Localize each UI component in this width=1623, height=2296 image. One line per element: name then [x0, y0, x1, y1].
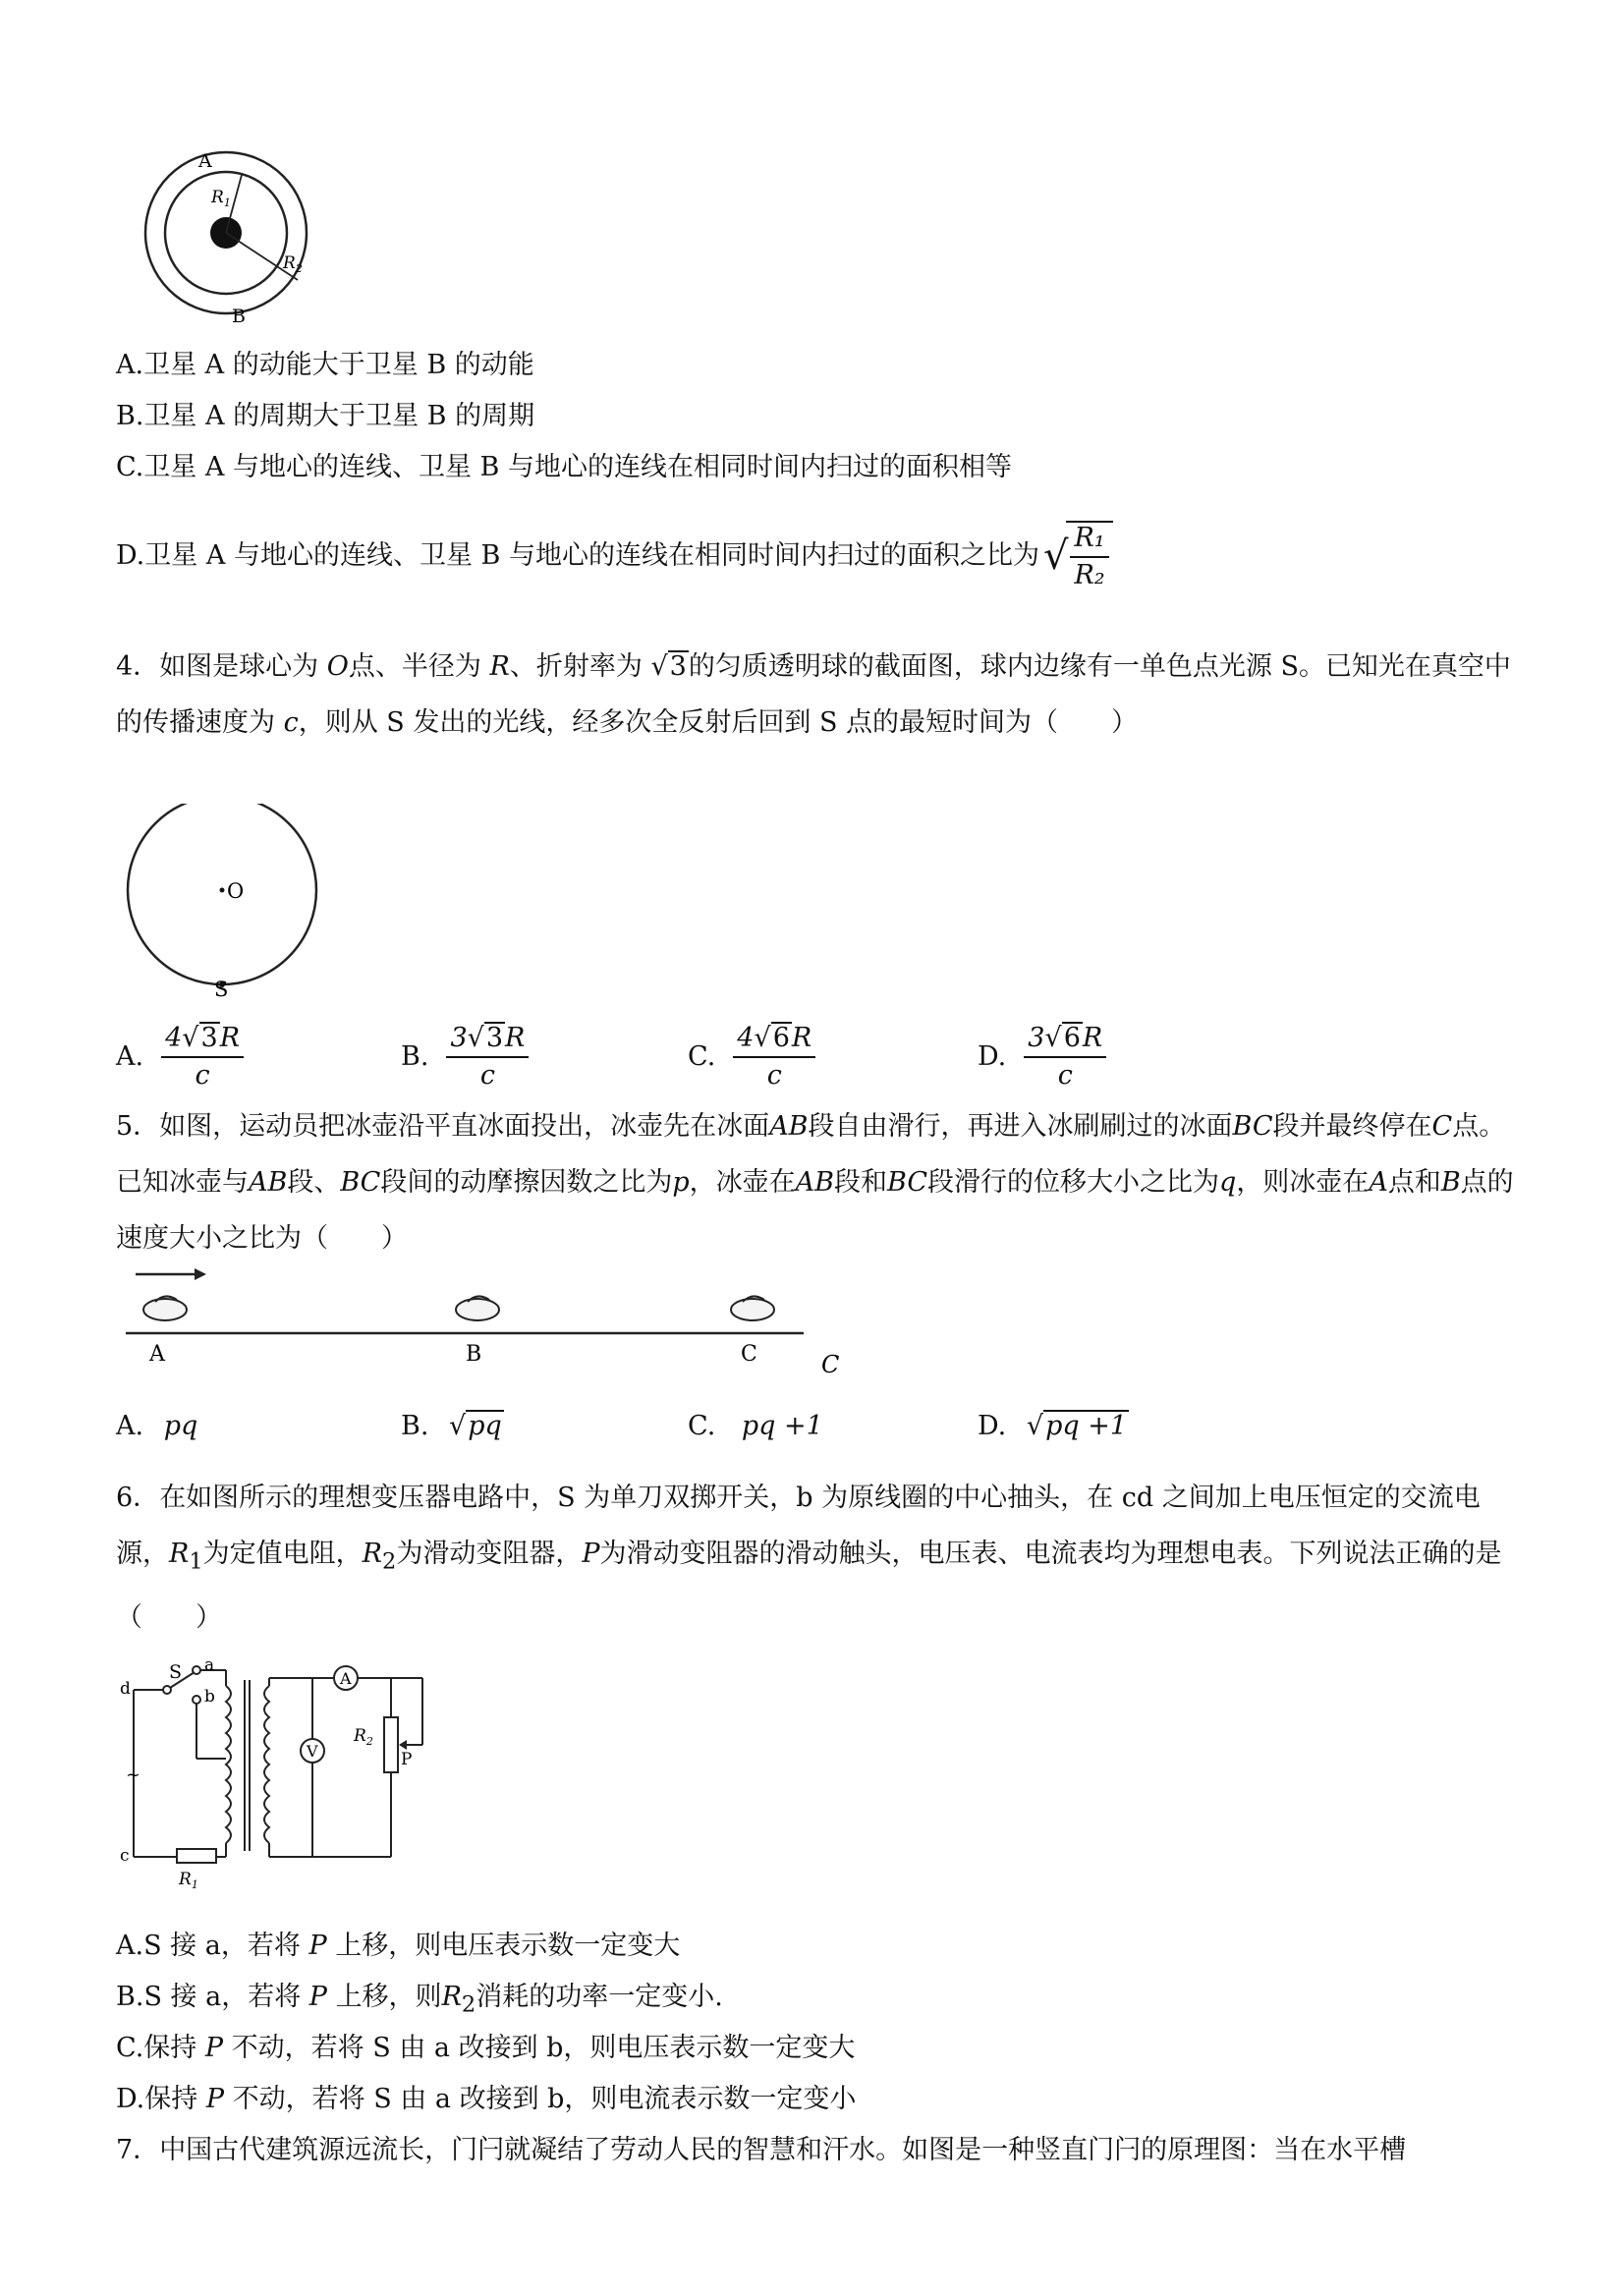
svg-text:R2: $R_2$: [354, 1726, 373, 1748]
q3-option-a[interactable]: A.卫星 A 的动能大于卫星 B 的动能: [116, 350, 534, 380]
orbit-label-a: A: [198, 150, 212, 172]
orbit-label-b: B: [232, 306, 246, 327]
q4-option-c[interactable]: C. $\frac{4√6R}{c}$: [688, 1022, 815, 1092]
q5-option-d[interactable]: D. √pq +1: [978, 1411, 1128, 1441]
curling-stone-c: [731, 1296, 774, 1320]
q6-stem: 6．在如图所示的理想变压器电路中，S 为单刀双掷开关，b 为原线圈的中心抽头，在 cd 之间加上电压恒定的交流电源，$R_1$为定值电阻，$R_2$为滑动变阻器，P为滑动变阻器的滑动触头，电压表、电流表均为理想电表。下列说法正确的是（ ）: [116, 1483, 1502, 1634]
q5-option-b[interactable]: B. √pq: [401, 1411, 502, 1441]
sphere-figure: [116, 804, 332, 1000]
orbit-label-r2: $R_2$: [283, 253, 303, 275]
q3-d-fraction: $\frac{\text{R₁}}{\text{R₂}}$: [1066, 521, 1112, 591]
center-o-label: O: [227, 879, 245, 903]
q5-option-c[interactable]: C. pq +1: [688, 1411, 823, 1441]
point-c-italic-label: C: [821, 1351, 840, 1378]
point-a-label: A: [149, 1342, 165, 1367]
q3-option-d[interactable]: D. 卫星 A 与地心的连线、卫星 B 与地心的连线在相同时间内扫过的面积之比为 √ $\frac{\text{R₁}}{\text{R₂}}$: [116, 521, 1113, 591]
point-b-label: B: [466, 1342, 482, 1367]
q7-stem: 7．中国古代建筑源远流长，门闩就凝结了劳动人民的智慧和汗水。如图是一种竖直门闩的原理图：当在水平槽: [116, 2135, 1407, 2165]
svg-text:V: V: [307, 1742, 318, 1761]
svg-text:a: a: [204, 1655, 215, 1675]
q5-option-a[interactable]: A. pq: [116, 1411, 198, 1441]
source-s-label: S: [214, 978, 229, 1000]
svg-text:R1: $R_1$: [179, 1870, 198, 1891]
q5-stem: 5．如图，运动员把冰壶沿平直冰面投出，冰壶先在冰面AB段自由滑行，再进入冰刷刷过的冰面BC段并最终停在C点。已知冰壶与AB段、BC段间的动摩擦因数之比为p，冰壶在AB段和BC段滑行的位移大小之比为q，则冰壶在A点和B点的速度大小之比为（ ）: [116, 1111, 1514, 1254]
svg-text:P: P: [401, 1750, 413, 1769]
q6-option-b[interactable]: B.S 接 a，若将 P 上移，则$R_2$消耗的功率一定变小.: [116, 1982, 723, 2018]
q4-stem: 4．如图是球心为 O点、半径为 R、折射率为 √3的匀质透明球的截面图，球内边缘有一单色点光源 S。已知光在真空中的传播速度为 c，则从 S 发出的光线，经多次全反射后回到 S 点的最短时间为（ ）: [116, 651, 1511, 738]
q4-option-d[interactable]: D. $\frac{3√6R}{c}$: [978, 1022, 1106, 1092]
q6-option-c[interactable]: C.保持 P 不动，若将 S 由 a 改接到 b，则电压表示数一定变大: [116, 2033, 856, 2063]
center-o-dot: [220, 888, 225, 893]
svg-text:A: A: [340, 1669, 352, 1688]
curling-stone-b: [456, 1296, 499, 1320]
q3-option-c[interactable]: C.卫星 A 与地心的连线、卫星 B 与地心的连线在相同时间内扫过的面积相等: [116, 452, 1012, 482]
orbit-figure: [116, 142, 337, 329]
sqrt-sign: √: [1042, 533, 1069, 579]
sphere-outline: [128, 804, 316, 984]
orbit-label-r1: $R_1$: [211, 188, 231, 209]
motion-arrowhead: [195, 1268, 206, 1280]
q4-option-b[interactable]: B. $\frac{3√3R}{c}$: [401, 1022, 529, 1092]
svg-text:~: ~: [126, 1764, 141, 1785]
svg-text:S: S: [169, 1661, 183, 1683]
svg-text:b: b: [204, 1687, 215, 1707]
q4-option-a[interactable]: A. $\frac{4√3R}{c}$: [116, 1022, 244, 1092]
q6-option-d[interactable]: D.保持 P 不动，若将 S 由 a 改接到 b，则电流表示数一定变小: [116, 2084, 857, 2114]
svg-text:c: c: [120, 1846, 130, 1866]
q3-option-b[interactable]: B.卫星 A 的周期大于卫星 B 的周期: [116, 401, 535, 431]
transformer-circuit: [116, 1651, 440, 1906]
point-c-label: C: [741, 1342, 757, 1367]
curling-figure: [116, 1262, 863, 1380]
curling-stone-a: [143, 1296, 187, 1320]
q6-option-a[interactable]: A.S 接 a，若将 P 上移，则电压表示数一定变大: [116, 1931, 681, 1961]
svg-text:d: d: [120, 1679, 131, 1699]
